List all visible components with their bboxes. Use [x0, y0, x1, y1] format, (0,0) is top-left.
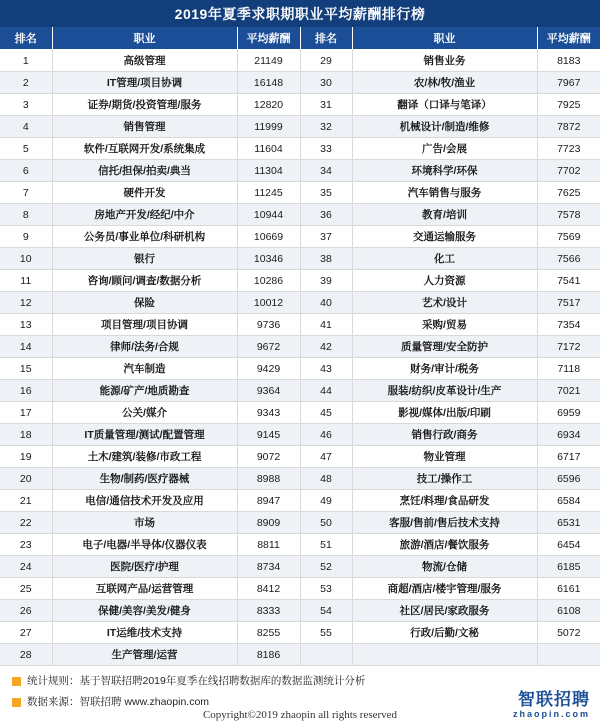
table-row	[0, 578, 600, 600]
cell-occupation: 人力资源	[352, 270, 537, 292]
cell-salary: 6531	[537, 512, 600, 534]
cell-occupation: 影视/媒体/出版/印刷	[352, 402, 537, 424]
cell-rank: 23	[0, 534, 52, 556]
table-row	[0, 116, 600, 138]
cell-rank: 5	[0, 138, 52, 160]
cell-salary: 6959	[537, 402, 600, 424]
cell-salary: 5072	[537, 622, 600, 644]
table-row	[0, 490, 600, 512]
cell-occupation: 证券/期货/投资管理/服务	[52, 94, 237, 116]
table-row	[0, 182, 600, 204]
cell-salary: 12820	[237, 94, 300, 116]
cell-rank: 54	[300, 600, 352, 622]
cell-salary: 10669	[237, 226, 300, 248]
cell-salary: 8947	[237, 490, 300, 512]
cell-salary: 6717	[537, 446, 600, 468]
cell-salary: 7872	[537, 116, 600, 138]
col-header-occupation-right: 职业	[352, 27, 537, 50]
cell-salary: 7021	[537, 380, 600, 402]
cell-rank: 52	[300, 556, 352, 578]
table-row	[0, 468, 600, 490]
cell-occupation: 能源/矿产/地质勘查	[52, 380, 237, 402]
table-row	[0, 512, 600, 534]
cell-rank: 44	[300, 380, 352, 402]
cell-occupation: 机械设计/制造/维修	[352, 116, 537, 138]
cell-salary: 8412	[237, 578, 300, 600]
cell-rank: 6	[0, 160, 52, 182]
cell-salary: 6161	[537, 578, 600, 600]
cell-rank: 47	[300, 446, 352, 468]
copyright-text: Copyright©2019 zhaopin all rights reserved	[202, 709, 398, 721]
cell-occupation: 公务员/事业单位/科研机构	[52, 226, 237, 248]
cell-rank: 30	[300, 72, 352, 94]
cell-rank: 40	[300, 292, 352, 314]
cell-rank: 42	[300, 336, 352, 358]
cell-salary: 9672	[237, 336, 300, 358]
col-header-salary-left: 平均薪酬	[237, 27, 300, 50]
cell-occupation: 软件/互联网开发/系统集成	[52, 138, 237, 160]
cell-rank: 51	[300, 534, 352, 556]
cell-salary: 8183	[537, 50, 600, 72]
zhaopin-logo	[513, 691, 590, 720]
cell-salary: 6108	[537, 600, 600, 622]
cell-rank: 48	[300, 468, 352, 490]
cell-occupation: 硬件开发	[52, 182, 237, 204]
cell-occupation: 银行	[52, 248, 237, 270]
cell-salary: 16148	[237, 72, 300, 94]
cell-occupation: 项目管理/项目协调	[52, 314, 237, 336]
table-row	[0, 94, 600, 116]
cell-rank: 49	[300, 490, 352, 512]
cell-occupation: 质量管理/安全防护	[352, 336, 537, 358]
cell-occupation: 化工	[352, 248, 537, 270]
cell-occupation: 保险	[52, 292, 237, 314]
cell-rank: 20	[0, 468, 52, 490]
cell-salary: 7723	[537, 138, 600, 160]
cell-rank: 50	[300, 512, 352, 534]
cell-occupation	[352, 644, 537, 666]
cell-salary: 11304	[237, 160, 300, 182]
cell-rank: 10	[0, 248, 52, 270]
cell-salary: 11999	[237, 116, 300, 138]
footer-note-rule-line	[12, 674, 600, 688]
cell-occupation: 信托/担保/拍卖/典当	[52, 160, 237, 182]
table-row	[0, 534, 600, 556]
cell-rank: 13	[0, 314, 52, 336]
cell-salary: 7541	[537, 270, 600, 292]
cell-occupation: 烹饪/料理/食品研发	[352, 490, 537, 512]
table-row	[0, 336, 600, 358]
cell-salary: 8909	[237, 512, 300, 534]
cell-rank: 25	[0, 578, 52, 600]
cell-salary	[537, 644, 600, 666]
table-row	[0, 138, 600, 160]
cell-salary: 7578	[537, 204, 600, 226]
table-row	[0, 248, 600, 270]
cell-rank: 24	[0, 556, 52, 578]
cell-salary: 7172	[537, 336, 600, 358]
table-row	[0, 622, 600, 644]
cell-occupation: 生物/制药/医疗器械	[52, 468, 237, 490]
cell-occupation: 服装/纺织/皮革设计/生产	[352, 380, 537, 402]
cell-occupation: 教育/培训	[352, 204, 537, 226]
cell-occupation: 汽车制造	[52, 358, 237, 380]
cell-salary: 7967	[537, 72, 600, 94]
table-row	[0, 160, 600, 182]
cell-rank: 39	[300, 270, 352, 292]
cell-rank: 55	[300, 622, 352, 644]
cell-salary: 10286	[237, 270, 300, 292]
cell-rank: 15	[0, 358, 52, 380]
footer-note-rule: 统计规则：基于智联招聘2019年夏季在线招聘数据库的数据监测统计分析	[27, 675, 366, 687]
cell-occupation: IT运维/技术支持	[52, 622, 237, 644]
table-row	[0, 446, 600, 468]
cell-rank: 36	[300, 204, 352, 226]
cell-salary: 9145	[237, 424, 300, 446]
footer	[0, 666, 600, 722]
cell-occupation: 技工/操作工	[352, 468, 537, 490]
cell-occupation: 艺术/设计	[352, 292, 537, 314]
cell-rank: 1	[0, 50, 52, 72]
col-header-occupation-left: 职业	[52, 27, 237, 50]
cell-rank: 46	[300, 424, 352, 446]
square-bullet-icon	[12, 677, 21, 686]
cell-occupation: 公关/媒介	[52, 402, 237, 424]
cell-occupation: 交通运输服务	[352, 226, 537, 248]
col-header-rank-right: 排名	[300, 27, 352, 50]
cell-rank: 21	[0, 490, 52, 512]
cell-rank: 34	[300, 160, 352, 182]
cell-rank: 41	[300, 314, 352, 336]
cell-salary: 6185	[537, 556, 600, 578]
cell-salary: 11245	[237, 182, 300, 204]
cell-salary: 8811	[237, 534, 300, 556]
cell-salary: 8734	[237, 556, 300, 578]
cell-occupation: 旅游/酒店/餐饮服务	[352, 534, 537, 556]
cell-salary: 10944	[237, 204, 300, 226]
cell-occupation: IT质量管理/测试/配置管理	[52, 424, 237, 446]
cell-salary: 8333	[237, 600, 300, 622]
cell-occupation: 销售管理	[52, 116, 237, 138]
cell-rank: 11	[0, 270, 52, 292]
cell-rank: 16	[0, 380, 52, 402]
cell-occupation: IT管理/项目协调	[52, 72, 237, 94]
cell-occupation: 土木/建筑/装修/市政工程	[52, 446, 237, 468]
cell-occupation: 电信/通信技术开发及应用	[52, 490, 237, 512]
cell-salary: 10012	[237, 292, 300, 314]
cell-occupation: 商超/酒店/楼宇管理/服务	[352, 578, 537, 600]
col-header-salary-right: 平均薪酬	[537, 27, 600, 50]
cell-salary: 6584	[537, 490, 600, 512]
footer-note-source: 数据来源：智联招聘 www.zhaopin.com	[27, 696, 210, 708]
cell-rank: 38	[300, 248, 352, 270]
table-row	[0, 292, 600, 314]
table-header-row	[0, 27, 600, 50]
cell-occupation: 翻译（口译与笔译）	[352, 94, 537, 116]
square-bullet-icon	[12, 698, 21, 707]
cell-salary: 6934	[537, 424, 600, 446]
cell-rank: 12	[0, 292, 52, 314]
cell-rank	[300, 644, 352, 666]
cell-rank: 35	[300, 182, 352, 204]
salary-ranking-table	[0, 27, 600, 666]
cell-rank: 2	[0, 72, 52, 94]
cell-occupation: 物业管理	[352, 446, 537, 468]
cell-rank: 19	[0, 446, 52, 468]
cell-rank: 18	[0, 424, 52, 446]
table-row	[0, 72, 600, 94]
cell-occupation: 电子/电器/半导体/仪器仪表	[52, 534, 237, 556]
cell-salary: 7702	[537, 160, 600, 182]
cell-occupation: 销售行政/商务	[352, 424, 537, 446]
table-row	[0, 226, 600, 248]
cell-rank: 37	[300, 226, 352, 248]
col-header-rank-left: 排名	[0, 27, 52, 50]
cell-occupation: 采购/贸易	[352, 314, 537, 336]
table-row	[0, 204, 600, 226]
cell-occupation: 高级管理	[52, 50, 237, 72]
cell-occupation: 销售业务	[352, 50, 537, 72]
cell-rank: 33	[300, 138, 352, 160]
cell-salary: 10346	[237, 248, 300, 270]
cell-occupation: 广告/会展	[352, 138, 537, 160]
cell-occupation: 咨询/顾问/调查/数据分析	[52, 270, 237, 292]
cell-salary: 6596	[537, 468, 600, 490]
footer-note-source-line	[12, 695, 600, 709]
cell-salary: 7925	[537, 94, 600, 116]
cell-salary: 9072	[237, 446, 300, 468]
cell-rank: 28	[0, 644, 52, 666]
logo-main-text: 智联招聘	[518, 690, 590, 709]
cell-salary: 9343	[237, 402, 300, 424]
cell-salary: 11604	[237, 138, 300, 160]
table-row	[0, 314, 600, 336]
cell-occupation: 市场	[52, 512, 237, 534]
cell-occupation: 生产管理/运营	[52, 644, 237, 666]
cell-occupation: 环境科学/环保	[352, 160, 537, 182]
cell-salary: 9429	[237, 358, 300, 380]
cell-occupation: 律师/法务/合规	[52, 336, 237, 358]
cell-rank: 45	[300, 402, 352, 424]
table-row	[0, 600, 600, 622]
cell-salary: 8186	[237, 644, 300, 666]
cell-rank: 43	[300, 358, 352, 380]
table-row	[0, 556, 600, 578]
cell-salary: 7569	[537, 226, 600, 248]
cell-occupation: 保健/美容/美发/健身	[52, 600, 237, 622]
page-title: 2019年夏季求职期职业平均薪酬排行榜	[0, 0, 600, 27]
cell-salary: 8988	[237, 468, 300, 490]
cell-rank: 4	[0, 116, 52, 138]
cell-rank: 7	[0, 182, 52, 204]
cell-salary: 7354	[537, 314, 600, 336]
cell-salary: 9736	[237, 314, 300, 336]
cell-rank: 26	[0, 600, 52, 622]
cell-rank: 31	[300, 94, 352, 116]
cell-occupation: 汽车销售与服务	[352, 182, 537, 204]
cell-rank: 32	[300, 116, 352, 138]
cell-occupation: 客服/售前/售后技术支持	[352, 512, 537, 534]
cell-rank: 22	[0, 512, 52, 534]
cell-occupation: 财务/审计/税务	[352, 358, 537, 380]
cell-occupation: 医院/医疗/护理	[52, 556, 237, 578]
table-row	[0, 402, 600, 424]
cell-rank: 29	[300, 50, 352, 72]
cell-salary: 8255	[237, 622, 300, 644]
cell-rank: 17	[0, 402, 52, 424]
cell-rank: 53	[300, 578, 352, 600]
cell-salary: 21149	[237, 50, 300, 72]
cell-salary: 7625	[537, 182, 600, 204]
table-row	[0, 270, 600, 292]
cell-salary: 7566	[537, 248, 600, 270]
cell-salary: 6454	[537, 534, 600, 556]
cell-rank: 14	[0, 336, 52, 358]
cell-salary: 7517	[537, 292, 600, 314]
cell-occupation: 行政/后勤/文秘	[352, 622, 537, 644]
cell-occupation: 互联网产品/运营管理	[52, 578, 237, 600]
cell-salary: 9364	[237, 380, 300, 402]
table-row	[0, 644, 600, 666]
cell-rank: 9	[0, 226, 52, 248]
cell-occupation: 社区/居民/家政服务	[352, 600, 537, 622]
cell-occupation: 物流/仓储	[352, 556, 537, 578]
cell-rank: 27	[0, 622, 52, 644]
table-row	[0, 424, 600, 446]
cell-rank: 8	[0, 204, 52, 226]
cell-occupation: 农/林/牧/渔业	[352, 72, 537, 94]
cell-salary: 7118	[537, 358, 600, 380]
table-row	[0, 50, 600, 72]
cell-occupation: 房地产开发/经纪/中介	[52, 204, 237, 226]
logo-sub-text: zhaopin.com	[512, 709, 590, 719]
cell-rank: 3	[0, 94, 52, 116]
table-row	[0, 358, 600, 380]
table-row	[0, 380, 600, 402]
